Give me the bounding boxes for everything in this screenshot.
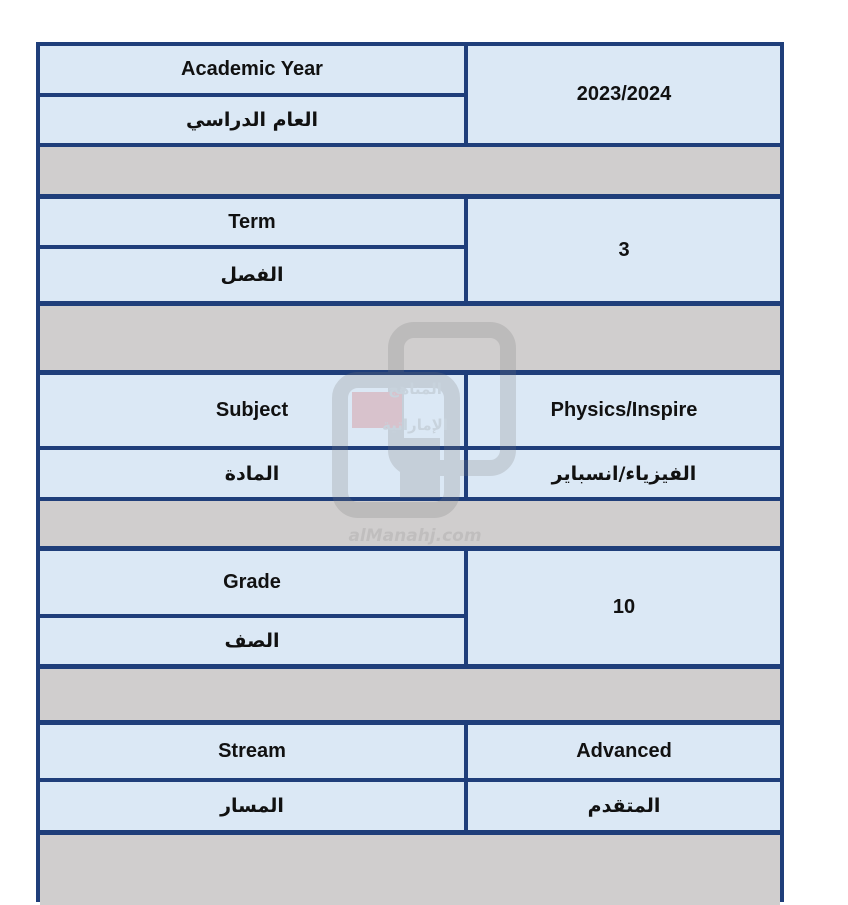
grade-value-text: 10 xyxy=(612,596,636,618)
subject-value-ar-text: الفيزياء/انسباير xyxy=(551,462,697,485)
separator-row-3 xyxy=(40,501,780,546)
stream-label-ar xyxy=(40,782,464,830)
stream-label-en-text: Stream xyxy=(218,740,286,762)
subject-label-en xyxy=(40,375,464,446)
stream-value-ar xyxy=(468,782,780,830)
subject-value-ar xyxy=(468,450,780,497)
stream-label-ar-text: المسار xyxy=(220,795,284,817)
term-label-en-text: Term xyxy=(228,210,276,233)
grade-label-en xyxy=(40,551,464,614)
academic-year-value-text: 2023/2024 xyxy=(576,83,672,105)
term-label-ar xyxy=(40,249,464,301)
academic-year-label-en xyxy=(40,46,464,93)
stream-value-en-text: Advanced xyxy=(576,740,672,762)
grade-value xyxy=(468,551,780,664)
watermark-line-2: الإماراتية xyxy=(382,416,448,434)
term-value-text: 3 xyxy=(618,238,630,261)
separator-row-2 xyxy=(40,306,780,370)
separator-row-5 xyxy=(40,835,780,905)
info-table xyxy=(36,42,784,902)
watermark-site: alManahj.com xyxy=(348,526,482,546)
stream-value-ar-text: المتقدم xyxy=(587,795,661,817)
subject-label-ar-text: المادة xyxy=(224,462,280,485)
stream-label-en xyxy=(40,725,464,778)
grade-label-ar xyxy=(40,618,464,664)
subject-label-en-text: Subject xyxy=(215,399,289,421)
stream-value-en xyxy=(468,725,780,778)
academic-year-label-ar-text: العام الدراسي xyxy=(185,109,319,131)
academic-year-value xyxy=(468,46,780,143)
subject-value-en xyxy=(468,375,780,446)
separator-row-1 xyxy=(40,147,780,194)
term-label-ar-text: الفصل xyxy=(220,264,284,286)
academic-year-label-en-text: Academic Year xyxy=(181,58,323,80)
subject-value-en-text: Physics/Inspire xyxy=(550,399,698,421)
separator-row-4 xyxy=(40,669,780,720)
term-value xyxy=(468,199,780,301)
grade-label-ar-text: الصف xyxy=(224,630,280,652)
term-label-en xyxy=(40,199,464,245)
academic-year-label-ar xyxy=(40,97,464,143)
subject-label-ar xyxy=(40,450,464,497)
grade-label-en-text: Grade xyxy=(223,571,281,593)
watermark-line-1: المناهج xyxy=(388,380,442,398)
